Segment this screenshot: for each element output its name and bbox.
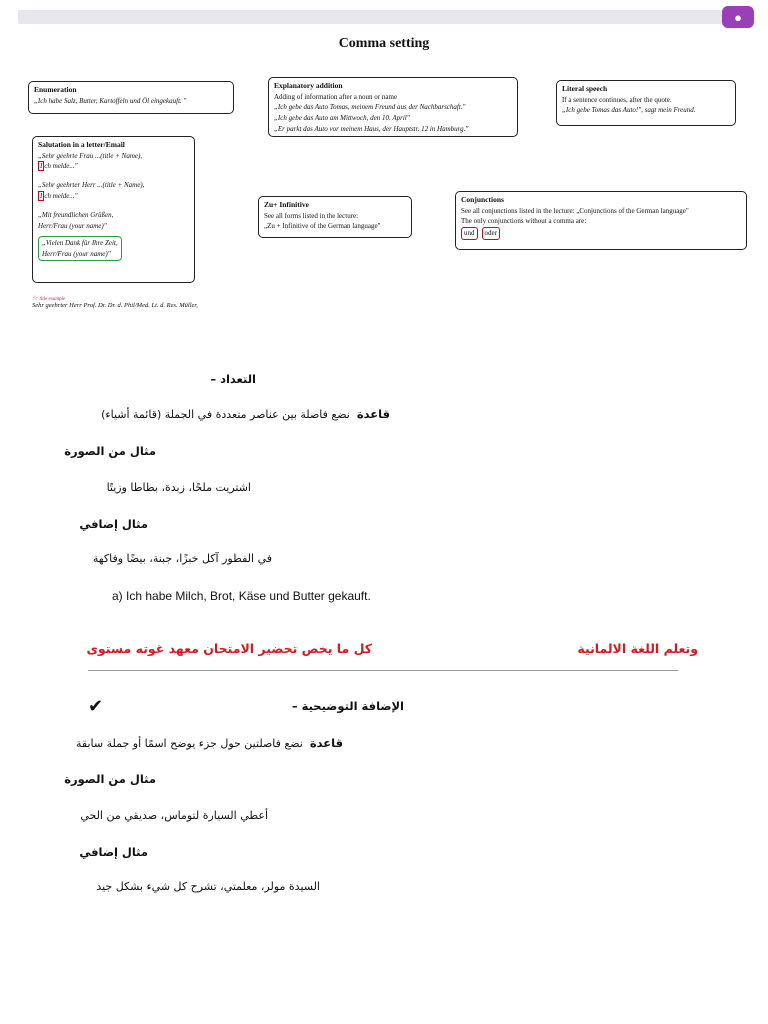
box-line xyxy=(461,227,741,240)
box-heading: Zu+ Infinitive xyxy=(264,200,309,209)
example-text: أعطي السيارة لتوماس، صديقي من الحي xyxy=(80,809,268,822)
box-line: „Zu + Infinitive of the German language" xyxy=(264,222,381,231)
literal-speech-box xyxy=(556,80,736,126)
box-line: If a sentence continues, after the quote. xyxy=(562,95,672,104)
page-title: Comma setting xyxy=(338,36,430,51)
top-bar xyxy=(18,10,750,24)
box-line: „Mit freundlichen Grüßen, xyxy=(38,211,114,219)
box-heading: Enumeration xyxy=(34,85,77,94)
box-line: „Ich gebe das Auto Tomas, meinem Freund aus der Nachbarschaft." xyxy=(274,103,466,112)
rule-text: نضع فاصلتين حول جزء يوضح اسمًا أو جملة سابقة xyxy=(75,737,303,750)
box-line: „Er parkt das Auto vor meinem Haus, der Hauptstr. 12 in Hamburg." xyxy=(274,125,469,134)
box-heading: Salutation in a letter/Email xyxy=(38,140,125,149)
green-highlight xyxy=(38,236,122,262)
highlight: I xyxy=(40,162,43,171)
box-line: „Sehr geehrte Frau ...(title + Name), xyxy=(38,151,143,160)
example-label: مثال من الصورة xyxy=(64,772,156,786)
extra-label: مثال إضافي xyxy=(79,517,148,531)
conjunctions-box xyxy=(455,191,747,250)
rule-line xyxy=(101,407,390,421)
banner-left: كل ما يخص تحضير الامتحان معهد غوته مستوى xyxy=(86,641,372,656)
box-line: See all forms listed in the lecture: xyxy=(264,211,359,220)
check-icon: ✔ xyxy=(88,696,104,716)
box-heading: Explanatory addition xyxy=(274,81,343,90)
box-line: „Sehr geehrter Herr ...(title + Name), xyxy=(38,181,145,190)
note-label: title example xyxy=(39,297,66,302)
box-line: „Vielen Dank für Ihre Zeit, xyxy=(42,238,118,247)
enumeration-box xyxy=(28,81,234,114)
box-line: Herr/Frau (your name)" xyxy=(38,221,107,230)
box-heading: Conjunctions xyxy=(461,195,504,204)
box-line xyxy=(38,191,189,202)
box-text: ch melde..." xyxy=(44,162,78,171)
salutation-box xyxy=(32,136,195,283)
extra-label: مثال إضافي xyxy=(79,845,148,859)
extra-text: السيدة مولر، معلمتي، تشرح كل شيء بشكل جيد xyxy=(96,880,320,893)
note-text: Sehr geehrter Herr Prof. Dr. Dr. d. Phil/Med. Lt. d. Res. Müller, xyxy=(32,302,198,309)
box-line: The only conjunctions without a comma are: xyxy=(461,217,587,226)
infinitive-box xyxy=(258,196,412,238)
box-heading: Literal speech xyxy=(562,84,608,93)
example-text: اشتريت ملحًا، زبدة، بطاطا وزيتًا xyxy=(106,481,251,494)
example-label: مثال من الصورة xyxy=(64,444,156,458)
box-line xyxy=(38,161,189,172)
explanatory-box xyxy=(268,77,518,137)
box-line: „Ich gebe das Auto am Mittwoch, den 10. April" xyxy=(274,114,410,123)
german-example: a) Ich habe Milch, Brot, Käse und Butter gekauft. xyxy=(112,589,371,603)
banner-right: وتعلم اللغة الالمانية xyxy=(577,641,698,656)
box-line: See all conjunctions listed in the lecture: „Conjunctions of the German language" xyxy=(461,206,689,215)
lightbulb-icon[interactable]: ● xyxy=(722,6,754,28)
box-line: „Ich gebe Tomas das Auto!", sagt mein Freund. xyxy=(562,106,696,115)
conjunction-oder: oder xyxy=(482,227,500,240)
box-line: Herr/Frau (your name)" xyxy=(42,249,111,258)
box-line: Adding of information after a noun or name xyxy=(274,92,398,101)
section-heading-enumeration: التعداد – xyxy=(210,372,256,386)
highlight: I xyxy=(40,192,43,201)
divider xyxy=(88,670,678,671)
box-line: „Ich habe Salz, Butter, Kartoffeln und Öl eingekauft. " xyxy=(34,96,187,105)
extra-text: في الفطور آكل خبزًا، جبنة، بيضًا وفاكهة xyxy=(92,552,272,565)
box-text: ch melde..." xyxy=(44,192,78,201)
rule-line xyxy=(76,736,343,750)
conjunction-und: und xyxy=(461,227,478,240)
star-icon: ☆ xyxy=(32,295,38,302)
rule-label: قاعدة xyxy=(356,407,390,421)
title-example-note xyxy=(32,294,198,309)
rule-label: قاعدة xyxy=(309,736,343,750)
section-heading-explanatory: الإضافة التوضيحية – xyxy=(291,699,404,713)
rule-text: نضع فاصلة بين عناصر متعددة في الجملة (قائمة أشياء) xyxy=(101,408,350,421)
